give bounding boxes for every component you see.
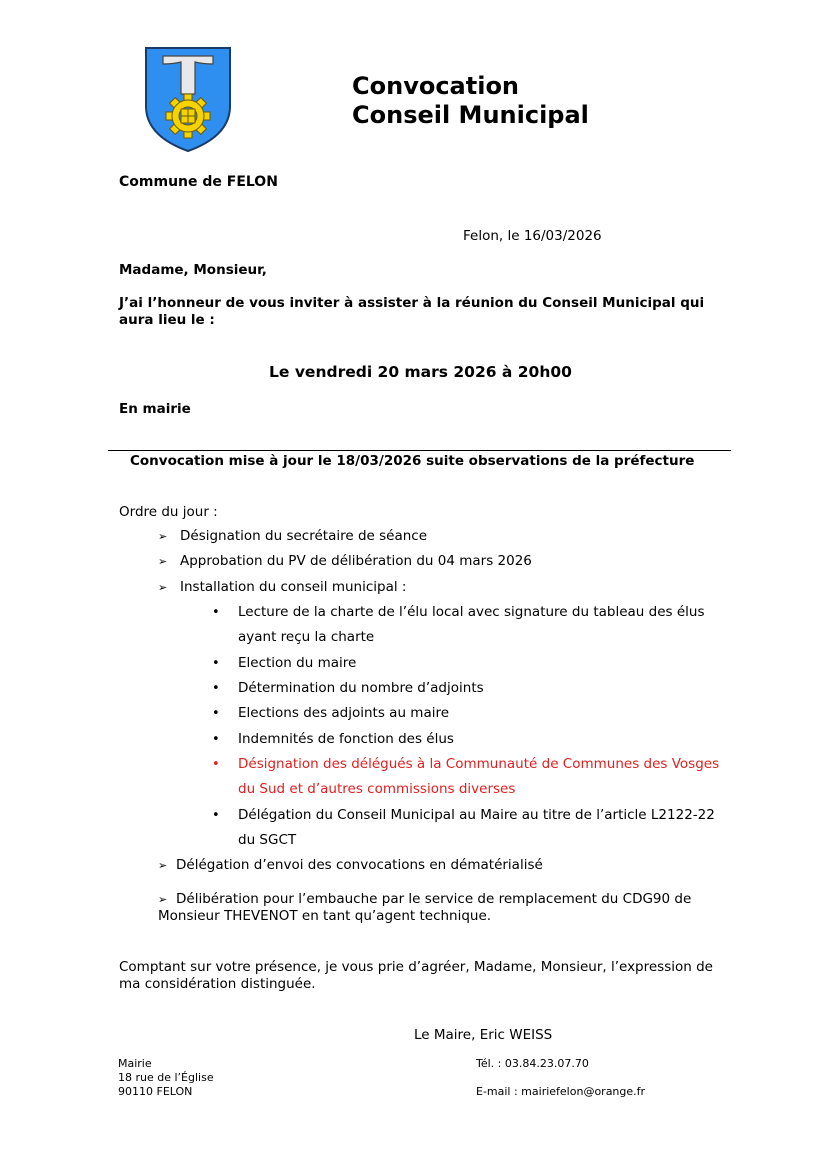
meeting-datetime: Le vendredi 20 mars 2026 à 20h00 <box>269 363 572 381</box>
agenda-item: ➢ Installation du conseil municipal : <box>158 575 406 600</box>
update-notice: Convocation mise à jour le 18/03/2026 suite observations de la préfecture <box>130 453 695 469</box>
agenda-item: ➢ Délibération pour l’embauche par le service de remplacement du CDG90 de Monsieur THEVENOT en tant qu’agent technique. <box>158 891 692 924</box>
agenda-subitem: • Elections des adjoints au maire <box>212 701 732 726</box>
arrow-bullet-icon: ➢ <box>158 555 168 568</box>
footer-address <box>118 1057 214 1099</box>
agenda-item: ➢ Désignation du secrétaire de séance <box>158 524 427 549</box>
agenda-item: ➢ Approbation du PV de délibération du 04 mars 2026 <box>158 549 532 574</box>
commune-name: Commune de FELON <box>119 174 278 190</box>
arrow-bullet-icon: ➢ <box>158 893 168 906</box>
footer-email: E-mail : mairiefelon@orange.fr <box>476 1085 646 1098</box>
footer-phone: Tél. : 03.84.23.07.70 <box>476 1057 589 1070</box>
arrow-bullet-icon: ➢ <box>158 859 168 872</box>
footer-address-line: 90110 FELON <box>118 1085 193 1098</box>
letter-date: Felon, le 16/03/2026 <box>463 228 602 244</box>
commune-crest-logo <box>143 44 233 154</box>
document-title <box>352 72 589 130</box>
agenda-item: ➢ Délégation d’envoi des convocations en dématérialisé <box>158 853 543 878</box>
salutation: Madame, Monsieur, <box>119 262 267 278</box>
bullet-dot-icon: • <box>212 757 220 772</box>
bullet-dot-icon: • <box>212 732 220 747</box>
closing-paragraph: Comptant sur votre présence, je vous prie d’agréer, Madame, Monsieur, l’expression de ma considération distinguée. <box>119 959 713 992</box>
agenda-subitem: • Indemnités de fonction des élus <box>212 727 732 752</box>
agenda-subitem: • Délégation du Conseil Municipal au Maire au titre de l’article L2122-22 du SGCT <box>212 803 732 853</box>
agenda-title: Ordre du jour : <box>119 504 218 520</box>
invitation-intro: J’ai l’honneur de vous inviter à assister à la réunion du Conseil Municipal qui aura lieu le : <box>119 295 705 328</box>
bullet-dot-icon: • <box>212 808 220 823</box>
footer-address-line: 18 rue de l’Église <box>118 1071 214 1084</box>
agenda-subitem-highlighted: • Désignation des délégués à la Communauté de Communes des Vosges du Sud et d’autres commissions diverses <box>212 752 732 802</box>
divider <box>108 450 731 451</box>
arrow-bullet-icon: ➢ <box>158 530 168 543</box>
bullet-dot-icon: • <box>212 605 220 620</box>
title-line-1: Convocation <box>352 72 520 100</box>
signature: Le Maire, Eric WEISS <box>414 1027 553 1043</box>
agenda-subitem: • Détermination du nombre d’adjoints <box>212 676 732 701</box>
footer-address-line: Mairie <box>118 1057 152 1070</box>
title-line-2: Conseil Municipal <box>352 101 589 129</box>
bullet-dot-icon: • <box>212 681 220 696</box>
arrow-bullet-icon: ➢ <box>158 581 168 594</box>
agenda-subitem: • Lecture de la charte de l’élu local avec signature du tableau des élus ayant reçu la charte <box>212 600 732 650</box>
bullet-dot-icon: • <box>212 706 220 721</box>
meeting-location: En mairie <box>119 401 191 417</box>
agenda-subitem: • Election du maire <box>212 651 732 676</box>
bullet-dot-icon: • <box>212 656 220 671</box>
